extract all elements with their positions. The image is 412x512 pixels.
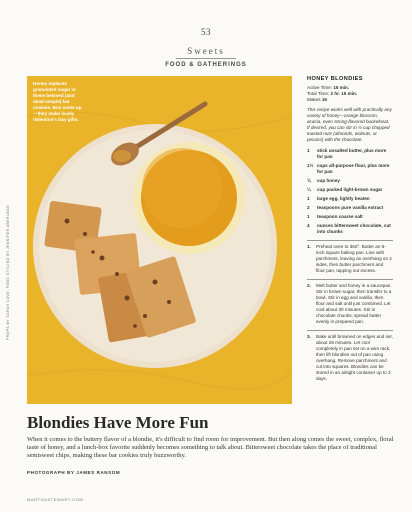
- page-number: 53: [201, 27, 211, 37]
- recipe-step: 3. Bake until browned on edges and set, about 28 minutes. Let cool completely in pan set on a wire rack, then lift blondies out of pan using overhang. Remove parchment and cut into squares. Blondies can be stored in an airtight container up to 3 days.: [307, 330, 393, 382]
- recipe-panel: [307, 76, 393, 382]
- total-time: Total Time: 2 hr. 15 min.: [307, 91, 358, 96]
- photo-credit: PROPS BY SARAH CAVE; FOOD STYLING BY JENNIFER ABERLMAN: [6, 204, 10, 340]
- active-time: Active Time: 15 min.: [307, 85, 350, 90]
- ingredient-item: 2 teaspoons pure vanilla extract: [307, 205, 384, 210]
- article-body: When it comes to the buttery flavor of a blondie, it's difficult to find room for improvement. But then along comes the sweet, complex, floral taste of honey, and a lunch-box favorite suddenly becomes something to talk about. Bittersweet chocolate takes the place of traditional semisweet chips, making these bar cookies truly buzzworthy.: [27, 436, 394, 459]
- article-headline: Blondies Have More Fun: [27, 413, 209, 432]
- ingredient-item: ¼ cup packed light-brown sugar: [307, 187, 383, 192]
- page-header: [0, 27, 412, 68]
- recipe-title: HONEY BLONDIES: [307, 76, 363, 82]
- ingredient-item: 1 stick unsalted butter, plus more for pan: [307, 148, 387, 159]
- section-title: Sweets: [187, 46, 225, 56]
- recipe-intro: This recipe works well with practically any variety of honey—orange blossom, acacia, even strong-flavored buckwheat. If desired, you can stir in ½ cup chopped toasted nuts (almonds, walnuts, or pecans) with the chocolate.: [307, 107, 392, 142]
- yield: Makes 16: [307, 97, 327, 102]
- footer-site: MARTHASTEWART.COM: [27, 497, 84, 502]
- ingredient-item: 1½ cups all-purpose flour, plus more for pan: [307, 163, 390, 174]
- recipe-step: 1. Preheat oven to 350°. Butter an 8-inch square baking pan. Line with parchment, leaving an overhang on 2 sides, then butter parchment and flour pan, tapping out excess.: [307, 240, 393, 274]
- food-photo-illustration: [27, 76, 292, 404]
- photo-caption: Honey replaces granulated sugar in these beloved (and dead-simple) bar cookies. Box some up—they make lovely Valentine's Day gifts.: [33, 81, 82, 122]
- ingredient-item: 4 ounces bittersweet chocolate, cut into chunks: [307, 223, 391, 234]
- recipe-step: 2. Melt butter and honey in a saucepan. Stir in brown sugar, then transfer to a bowl. Stir in egg and vanilla, then flour and salt until just combined. Let cool about 30 minutes. Stir in chocolate chunks; spread batter evenly in prepared pan.: [307, 279, 393, 325]
- ingredient-item: 1 teaspoon coarse salt: [307, 214, 363, 219]
- ingredient-item: 1 large egg, lightly beaten: [307, 196, 370, 201]
- section-subtitle: FOOD & GATHERINGS: [165, 62, 247, 68]
- food-photo: [27, 76, 292, 404]
- header-rule: [176, 58, 236, 59]
- ingredient-list: [307, 148, 393, 235]
- photo-byline: PHOTOGRAPH BY JAMES RANSOM: [27, 470, 121, 475]
- ingredient-item: ¾ cup honey: [307, 178, 340, 183]
